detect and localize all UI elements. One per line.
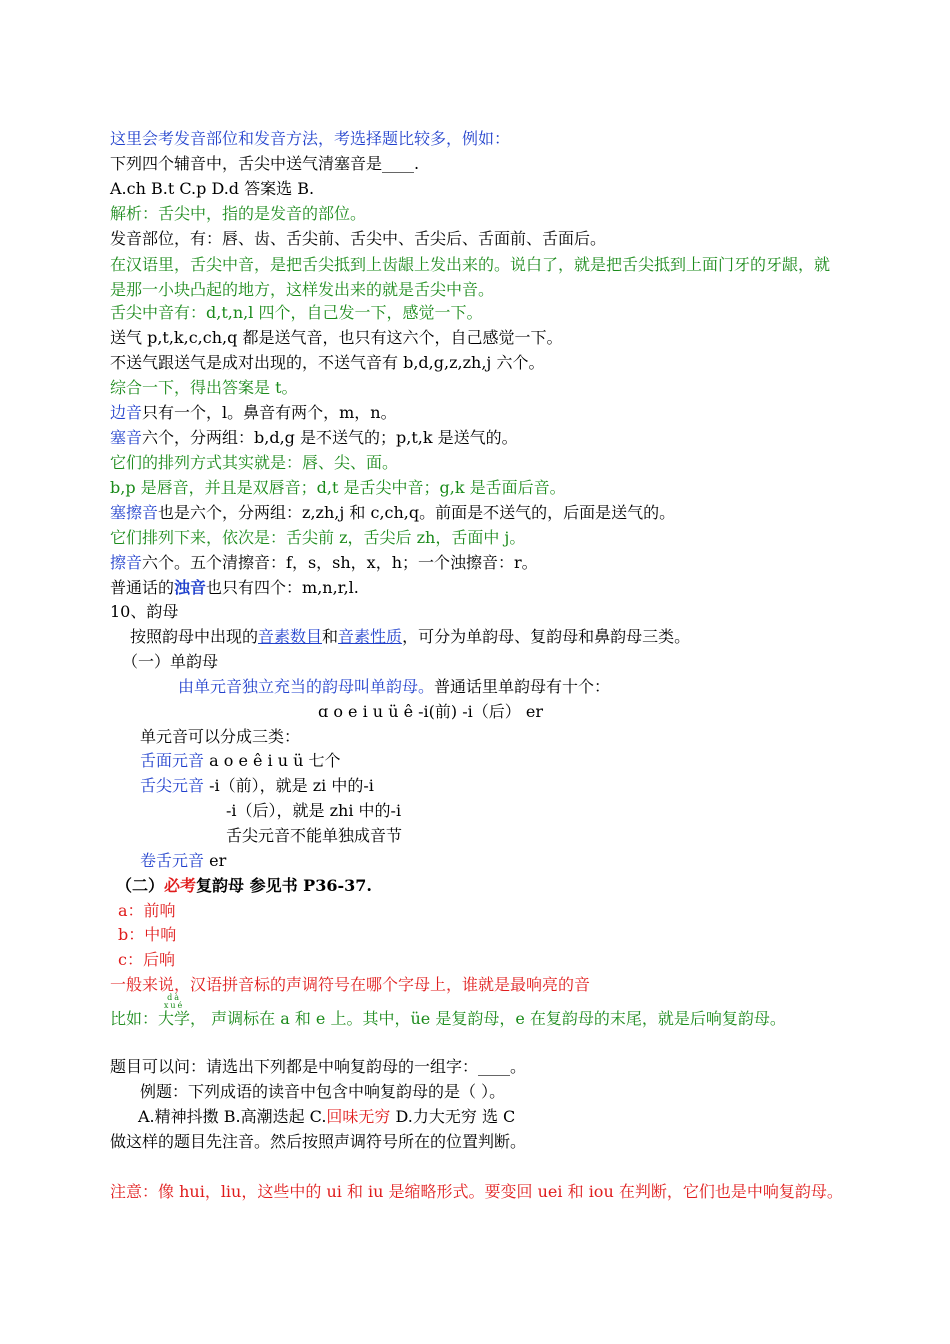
example-question-line: 例题：下列成语的读音中包含中响复韵母的是（ ）。 <box>140 1082 506 1101</box>
tongue-surface-line <box>140 750 341 772</box>
compound-finals-heading <box>116 875 372 897</box>
tongue-surface-text: a o e ê i u ü 七个 <box>204 751 341 770</box>
stops-text: 六个，分两组：b,d,g 是不送气的；p,t,k 是送气的。 <box>142 428 518 447</box>
places-line: 发音部位，有：唇、齿、舌尖前、舌尖中、舌尖后、舌面前、舌面后。 <box>110 229 607 248</box>
apical-line <box>140 775 374 797</box>
fricatives-text: 六个。五个清擦音：f，s，sh，x，h；一个浊擦音：r。 <box>142 553 538 572</box>
tongue-surface-term: 舌面元音 <box>140 751 205 770</box>
back-loud-line: c：后响 <box>118 950 175 969</box>
finals-intro-line <box>130 626 690 648</box>
tip-alveolar-line: 舌尖中音有：d,t,n,l 四个，自己发一下，感觉一下。 <box>110 303 483 322</box>
daxue-pinyin: dà xué <box>163 993 185 1010</box>
example-options-a: A.精神抖擞 B.高潮迭起 C. <box>138 1107 327 1126</box>
phoneme-nature-link: 音素性质 <box>338 627 403 646</box>
phoneme-count-link: 音素数目 <box>258 627 323 646</box>
unaspirated-line: 不送气跟送气是成对出现的，不送气音有 b,d,g,z,zh,j 六个。 <box>110 353 545 372</box>
example-options-c: D.力大无穷 选 C <box>390 1107 516 1126</box>
lateral-text: 只有一个，l。鼻音有两个，m，n。 <box>142 403 397 422</box>
option-c-text: 回味无穷 <box>326 1107 391 1126</box>
voiced-term: 浊音 <box>174 578 207 597</box>
must-test-label: 必考 <box>164 876 197 895</box>
note-paragraph: 注意：像 hui，liu，这些中的 ui 和 iu 是缩略形式。要变回 uei 和 iou 在判断，它们也是中响复韵母。 <box>110 1182 843 1201</box>
apical-term: 舌尖元音 <box>140 776 205 795</box>
retroflex-term: 卷舌元音 <box>140 851 205 870</box>
retroflex-text: er <box>204 851 227 870</box>
question-prompt-line: 题目可以问：请选出下列都是中响复韵母的一组字：____。 <box>110 1057 527 1076</box>
explanation-paragraph: 在汉语里，舌尖中音，是把舌尖抵到上齿龈上发出来的。说白了，就是把舌尖抵到上面门牙的牙龈，就是那一小块凸起的地方，这样发出来的就是舌尖中音。 <box>110 255 831 299</box>
simple-finals-count: 普通话里单韵母有十个： <box>434 677 611 696</box>
bp-line: b,p 是唇音，并且是双唇音；d,t 是舌尖中音；g,k 是舌面后音。 <box>110 478 566 497</box>
compound-heading-c: 复韵母 参见书 P36-37. <box>196 876 372 895</box>
order-line: 它们的排列方式其实就是：唇、尖、面。 <box>110 453 399 472</box>
example-options-line <box>138 1106 515 1128</box>
middle-loud-line: b：中响 <box>118 925 177 944</box>
question-line: 下列四个辅音中，舌尖中送气清塞音是____. <box>110 154 420 173</box>
analysis-line: 解析：舌尖中，指的是发音的部位。 <box>110 204 367 223</box>
daxue-ruby <box>158 993 191 1031</box>
finals-intro-a: 按照韵母中出现的 <box>130 627 259 646</box>
answer-summary-line: 综合一下，得出答案是 t。 <box>110 378 298 397</box>
apical-note-line: 舌尖元音不能单独成音节 <box>226 826 403 845</box>
affricates-text: 也是六个，分两组：z,zh,j 和 c,ch,q。前面是不送气的，后面是送气的。 <box>158 503 676 522</box>
intro-line: 这里会考发音部位和发音方法，考选择题比较多，例如： <box>110 129 511 148</box>
simple-finals-def-line <box>178 676 610 698</box>
finals-intro-c: 和 <box>322 627 339 646</box>
compound-heading-a: （二） <box>116 876 165 895</box>
options-line: A.ch B.t C.p D.d 答案选 B. <box>110 179 315 198</box>
affricates-order-line: 它们排列下来，依次是：舌尖前 z，舌尖后 zh，舌面中 j。 <box>110 528 526 547</box>
voiced-text: 也只有四个：m,n,r,l. <box>206 578 359 597</box>
affricates-term: 塞擦音 <box>110 503 159 522</box>
lateral-term: 边音 <box>110 403 143 422</box>
daxue-text: 大学 <box>158 1009 191 1028</box>
section-heading-finals: 10、韵母 <box>110 602 179 621</box>
fricatives-line <box>110 552 538 574</box>
method-line: 做这样的题目先注音。然后按照声调符号所在的位置判断。 <box>110 1132 527 1151</box>
simple-finals-list: ɑ o e i u ü ê -i(前) -i（后） er <box>318 702 543 721</box>
front-loud-line: a：前响 <box>118 901 176 920</box>
example-paragraph <box>110 993 845 1031</box>
apical-text: -i（前），就是 zi 中的-i <box>204 776 374 795</box>
retroflex-line <box>140 850 226 872</box>
stops-line <box>110 427 518 449</box>
vowel-classes-line: 单元音可以分成三类： <box>140 727 301 746</box>
tone-mark-rule-line: 一般来说，汉语拼音标的声调符号在哪个字母上，谁就是最响亮的音 <box>110 975 591 994</box>
voiced-line <box>110 577 359 599</box>
affricates-line <box>110 502 675 524</box>
fricatives-term: 擦音 <box>110 553 143 572</box>
lateral-line <box>110 402 397 424</box>
stops-term: 塞音 <box>110 428 143 447</box>
apical-back-line: -i（后），就是 zhi 中的-i <box>226 801 402 820</box>
simple-finals-heading: （一）单韵母 <box>122 652 219 671</box>
voiced-prefix: 普通话的 <box>110 578 175 597</box>
example-text: ， 声调标在 a 和 e 上。其中，üe 是复韵母，e 在复韵母的末尾，就是后响复韵母。 <box>190 1009 786 1028</box>
finals-intro-e: ，可分为单韵母、复韵母和鼻韵母三类。 <box>402 627 691 646</box>
aspirated-line: 送气 p,t,k,c,ch,q 都是送气音，也只有这六个，自己感觉一下。 <box>110 328 563 347</box>
simple-finals-def: 由单元音独立充当的韵母叫单韵母。 <box>178 677 435 696</box>
example-prefix: 比如： <box>110 1009 159 1028</box>
